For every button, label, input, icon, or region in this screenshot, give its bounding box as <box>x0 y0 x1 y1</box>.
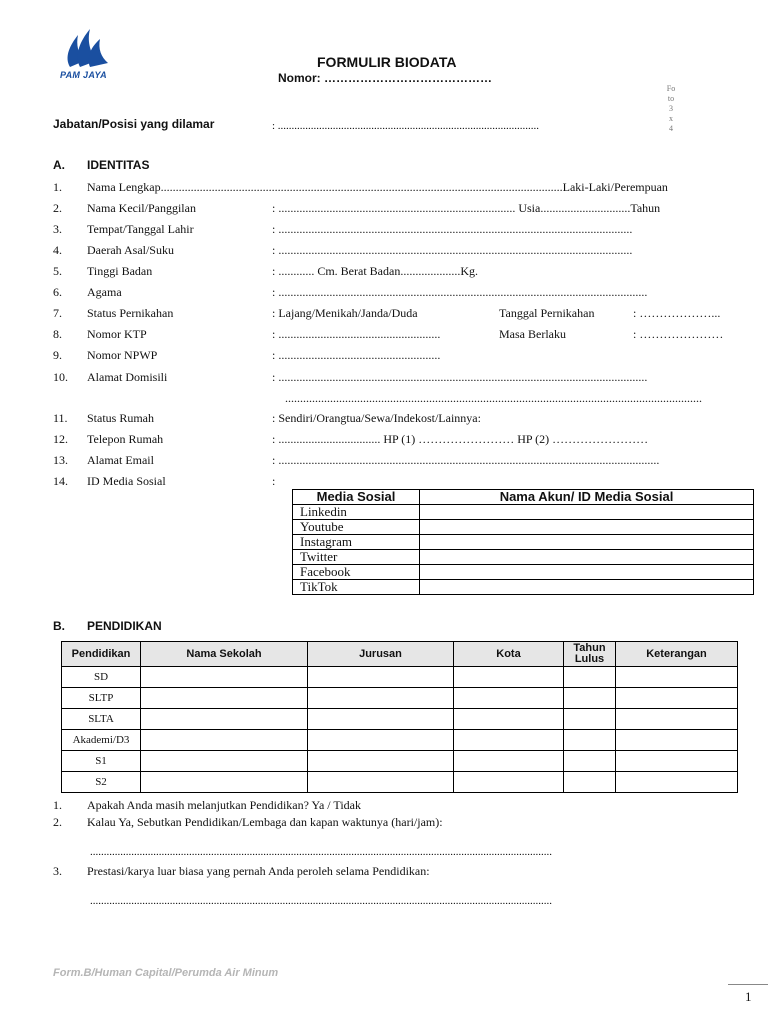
email-field[interactable]: : ............................................................................................................................... <box>272 453 660 467</box>
field-label: Nomor KTP <box>87 327 147 341</box>
table-row <box>62 772 738 793</box>
graduation-year-cell[interactable] <box>564 772 616 793</box>
column-header: Keterangan <box>616 642 738 667</box>
address-field[interactable]: : ........................................................................................................................... <box>272 370 648 384</box>
field-label: Alamat Email <box>87 453 154 467</box>
row-number: 2. <box>53 201 62 215</box>
notes-cell[interactable] <box>616 730 738 751</box>
column-header: Nama Sekolah <box>141 642 308 667</box>
table-header-row <box>62 642 738 667</box>
column-header: Tahun Lulus <box>564 642 616 667</box>
table-row <box>293 535 754 550</box>
field-label: Tempat/Tanggal Lahir <box>87 222 194 236</box>
field-label: Tanggal Pernikahan <box>499 306 595 320</box>
row-number: 6. <box>53 285 62 299</box>
account-id-cell[interactable] <box>420 535 754 550</box>
table-row <box>293 580 754 595</box>
row-number: 8. <box>53 327 62 341</box>
major-cell[interactable] <box>308 730 454 751</box>
account-id-cell[interactable] <box>420 520 754 535</box>
full-name-field[interactable]: Nama Lengkap......................................................................................................................................Laki-Laki/Perempuan <box>87 180 668 194</box>
npwp-field[interactable]: : ...................................................... <box>272 348 441 362</box>
platform-name: Linkedin <box>293 505 420 520</box>
field-label: Daerah Asal/Suku <box>87 243 174 257</box>
position-label: Jabatan/Posisi yang dilamar <box>53 117 215 131</box>
school-name-cell[interactable] <box>141 751 308 772</box>
question-number: 1. <box>53 798 62 812</box>
column-header: Jurusan <box>308 642 454 667</box>
page-number-rule <box>728 984 768 985</box>
table-row <box>293 550 754 565</box>
education-level: S1 <box>62 751 141 772</box>
account-id-cell[interactable] <box>420 505 754 520</box>
position-field[interactable]: : ............................................................................................... <box>272 120 540 132</box>
graduation-year-cell[interactable] <box>564 667 616 688</box>
logo-text: PAM JAYA <box>60 70 107 80</box>
table-row <box>293 505 754 520</box>
row-number: 10. <box>53 370 68 384</box>
notes-cell[interactable] <box>616 688 738 709</box>
platform-name: Instagram <box>293 535 420 550</box>
city-cell[interactable] <box>454 667 564 688</box>
notes-cell[interactable] <box>616 751 738 772</box>
table-row <box>62 667 738 688</box>
platform-name: TikTok <box>293 580 420 595</box>
height-weight-field[interactable]: : ............ Cm. Berat Badan....................Kg. <box>272 264 478 278</box>
school-name-cell[interactable] <box>141 709 308 730</box>
row-number: 7. <box>53 306 62 320</box>
education-level: SLTA <box>62 709 141 730</box>
birth-place-date-field[interactable]: : ...................................................................................................................... <box>272 222 633 236</box>
field-label: Tinggi Badan <box>87 264 153 278</box>
section-a-title: IDENTITAS <box>87 158 150 172</box>
question-text: Prestasi/karya luar biasa yang pernah Anda peroleh selama Pendidikan: <box>87 864 430 878</box>
notes-cell[interactable] <box>616 772 738 793</box>
table-header-row <box>293 490 754 505</box>
photo-label-part: 3 <box>669 104 673 113</box>
water-flame-icon <box>60 27 116 71</box>
table-row <box>62 709 738 730</box>
phone-field[interactable]: : .................................. HP (1) …………………… HP (2) …………………… <box>272 432 649 446</box>
ktp-number-field[interactable]: : ...................................................... <box>272 327 441 341</box>
graduation-year-cell[interactable] <box>564 751 616 772</box>
row-number: 11. <box>53 411 68 425</box>
column-header: Kota <box>454 642 564 667</box>
row-number: 13. <box>53 453 68 467</box>
column-header: Media Sosial <box>293 490 420 505</box>
answer-line[interactable]: ........................................................................................................................................................................ <box>90 895 552 907</box>
row-number: 3. <box>53 222 62 236</box>
marital-status-field[interactable]: : Lajang/Menikah/Janda/Duda <box>272 306 418 320</box>
platform-name: Twitter <box>293 550 420 565</box>
table-row <box>62 730 738 751</box>
field-label: Alamat Domisili <box>87 370 168 384</box>
page-number: 1 <box>745 989 752 1004</box>
question-text: Kalau Ya, Sebutkan Pendidikan/Lembaga dan kapan waktunya (hari/jam): <box>87 815 443 829</box>
section-a-letter: A. <box>53 158 65 172</box>
table-row <box>293 565 754 580</box>
school-name-cell[interactable] <box>141 688 308 709</box>
photo-label-part: 4 <box>669 124 673 133</box>
major-cell[interactable] <box>308 709 454 730</box>
question-text: Apakah Anda masih melanjutkan Pendidikan? Ya / Tidak <box>87 798 361 812</box>
major-cell[interactable] <box>308 688 454 709</box>
photo-label-part: x <box>669 114 673 123</box>
origin-field[interactable]: : ...................................................................................................................... <box>272 243 633 257</box>
row-number: 5. <box>53 264 62 278</box>
photo-placeholder <box>664 84 678 134</box>
field-label: Masa Berlaku <box>499 327 566 341</box>
row-number: 12. <box>53 432 68 446</box>
section-b-title: PENDIDIKAN <box>87 619 162 633</box>
form-code: Form.B/Human Capital/Perumda Air Minum <box>53 967 279 979</box>
major-cell[interactable] <box>308 667 454 688</box>
school-name-cell[interactable] <box>141 667 308 688</box>
notes-cell[interactable] <box>616 709 738 730</box>
account-id-cell[interactable] <box>420 565 754 580</box>
city-cell[interactable] <box>454 709 564 730</box>
graduation-year-cell[interactable] <box>564 688 616 709</box>
city-cell[interactable] <box>454 772 564 793</box>
marriage-date-field[interactable]: : ………………... <box>633 306 721 320</box>
row-number: 1. <box>53 180 62 194</box>
field-label: Nomor NPWP <box>87 348 158 362</box>
platform-name: Facebook <box>293 565 420 580</box>
address-field-line-2[interactable]: ........................................................................................................................................... <box>285 391 702 405</box>
section-b-letter: B. <box>53 619 65 633</box>
column-header: Nama Akun/ ID Media Sosial <box>420 490 754 505</box>
city-cell[interactable] <box>454 730 564 751</box>
page-title: FORMULIR BIODATA <box>317 54 457 70</box>
photo-label-part: to <box>667 94 675 103</box>
form-number: Nomor: …………………………………… <box>278 71 492 85</box>
field-label: Status Pernikahan <box>87 306 174 320</box>
question-number: 3. <box>53 864 62 878</box>
photo-label-part: Fo <box>666 84 676 93</box>
table-row <box>62 688 738 709</box>
ktp-validity-field[interactable]: : ………………… <box>633 327 724 341</box>
city-cell[interactable] <box>454 751 564 772</box>
table-row <box>293 520 754 535</box>
company-logo <box>60 27 116 83</box>
city-cell[interactable] <box>454 688 564 709</box>
graduation-year-cell[interactable] <box>564 709 616 730</box>
field-label: Agama <box>87 285 122 299</box>
education-level: Akademi/D3 <box>62 730 141 751</box>
education-level: SLTP <box>62 688 141 709</box>
nickname-field[interactable]: : ............................................................................... Usia..............................Tahun <box>272 201 661 215</box>
notes-cell[interactable] <box>616 667 738 688</box>
education-level: SD <box>62 667 141 688</box>
social-media-table <box>292 489 754 595</box>
question-number: 2. <box>53 815 62 829</box>
field-label: Nama Kecil/Panggilan <box>87 201 196 215</box>
row-number: 4. <box>53 243 62 257</box>
answer-line[interactable]: ........................................................................................................................................................................ <box>90 846 552 858</box>
row-number: 14. <box>53 474 68 488</box>
field-label: Status Rumah <box>87 411 155 425</box>
education-table <box>61 641 738 793</box>
table-row <box>62 751 738 772</box>
account-id-cell[interactable] <box>420 550 754 565</box>
column-header: Pendidikan <box>62 642 141 667</box>
field-label: ID Media Sosial <box>87 474 166 488</box>
school-name-cell[interactable] <box>141 772 308 793</box>
account-id-cell[interactable] <box>420 580 754 595</box>
field-label: Telepon Rumah <box>87 432 164 446</box>
school-name-cell[interactable] <box>141 730 308 751</box>
major-cell[interactable] <box>308 772 454 793</box>
field-colon: : <box>272 474 276 488</box>
education-level: S2 <box>62 772 141 793</box>
house-status-field[interactable]: : Sendiri/Orangtua/Sewa/Indekost/Lainnya: <box>272 411 481 425</box>
platform-name: Youtube <box>293 520 420 535</box>
row-number: 9. <box>53 348 62 362</box>
major-cell[interactable] <box>308 751 454 772</box>
graduation-year-cell[interactable] <box>564 730 616 751</box>
religion-field[interactable]: : ........................................................................................................................... <box>272 285 648 299</box>
